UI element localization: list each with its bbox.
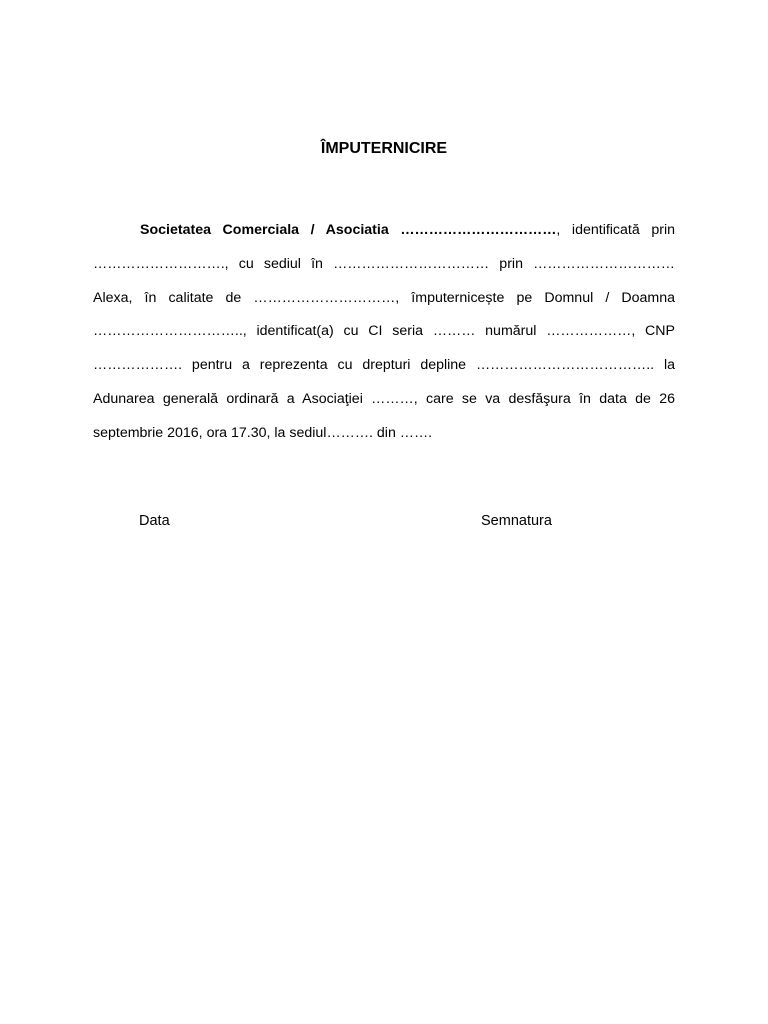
meeting-clause: , care [413, 390, 454, 407]
date-location-clause: se va desfăşura în data de 26 septembrie 2016, ora 17.30, la sediul………. [93, 390, 676, 441]
city-clause: din ……. [372, 424, 433, 441]
company-association-clause: Societatea Comerciala / Asociatia …………………………… [140, 222, 557, 238]
signature-label: Semnatura [481, 513, 552, 529]
representative-clause: Domnul / Doamna ………………………….., identificat(a) cu CI seria [93, 289, 675, 340]
representation-clause: ……… numărul ………………, CNP ………………. pentru a reprezenta cu drepturi depline ……………………………….. la Adunarea generală ordinară a Asociaţiei ……… [93, 323, 675, 407]
authorization-paragraph [93, 214, 675, 451]
page-title: ÎMPUTERNICIRE [320, 140, 448, 157]
date-label: Data [139, 513, 170, 529]
identification-clause: , identificată prin ………………………., cu sediul în …………………………… prin ………………………… Alexa, în calitate de …………………………, împuternicește pe [93, 222, 675, 306]
